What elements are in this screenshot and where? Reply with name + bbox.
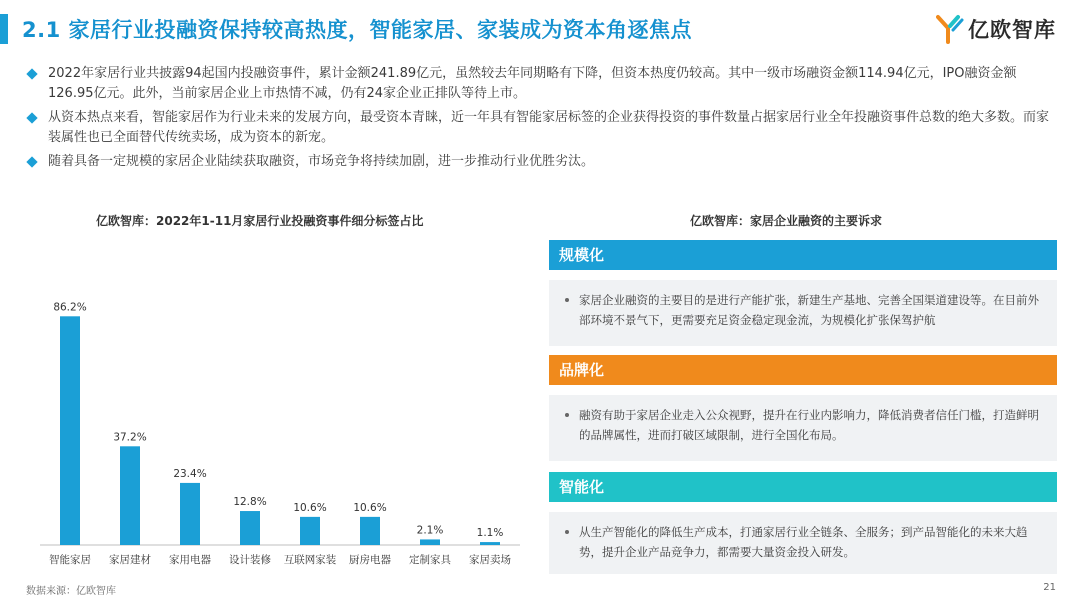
chart-title: 亿欧智库：2022年1-11月家居行业投融资事件细分标签占比 — [96, 214, 424, 228]
card-body — [549, 512, 1057, 574]
bullet-item — [26, 152, 1056, 172]
card-body — [549, 280, 1057, 346]
card-text: 从生产智能化的降低生产成本，打通家居行业全链条、全服务；到产品智能化的未来大趋势，提升企业产品竞争力，都需要大量资金投入研发。 — [579, 525, 1028, 559]
right-panel-title: 亿欧智库：家居企业融资的主要诉求 — [690, 214, 883, 228]
x-tick-label: 家居卖场 — [469, 554, 511, 566]
bar-5 — [360, 517, 380, 545]
brand-logo — [936, 14, 1056, 44]
bullet-text: 从资本热点来看，智能家居作为行业未来的发展方向，最受资本青睐，近一年具有智能家居标签的企业获得投资的事件数量占据家居行业全年投融资事件总数的绝大多数。而家装属性也已全面替代传统卖场，成为资本的新宠。 — [48, 110, 1050, 145]
x-tick-label: 家居建材 — [109, 554, 151, 566]
card-scale — [549, 240, 1057, 346]
page-title: 2.1 家居行业投融资保持较高热度，智能家居、家装成为资本角逐焦点 — [22, 18, 693, 42]
bar-chart-svg — [30, 240, 530, 580]
card-body — [549, 395, 1057, 461]
card-heading: 品牌化 — [549, 355, 1057, 385]
card-text: 家居企业融资的主要目的是进行产能扩张，新建生产基地、完善全国渠道建设等。在目前外部环境不景气下，更需要充足资金稳定现金流，为规模化扩张保驾护航 — [579, 293, 1039, 327]
bullet-text: 2022年家居行业共披露94起国内投融资事件，累计金额241.89亿元，虽然较去年同期略有下降，但资本热度仍较高。其中一级市场融资金额114.94亿元，IPO融资金额126.95亿元。此外，当前家居企业上市热情不减，仍有24家企业正排队等待上市。 — [48, 66, 1017, 101]
bar-3 — [240, 511, 260, 545]
x-tick-label: 设计装修 — [229, 554, 271, 566]
brand-logo-text: 亿欧智库 — [968, 18, 1056, 42]
diamond-bullet-icon — [26, 112, 37, 123]
x-tick-label: 家用电器 — [169, 554, 211, 566]
bullet-text: 随着具备一定规模的家居企业陆续获取融资，市场竞争将持续加剧，进一步推动行业优胜劣汰。 — [48, 154, 595, 169]
diamond-bullet-icon — [26, 156, 37, 167]
bar-value-label: 23.4% — [173, 467, 207, 480]
card-brand — [549, 355, 1057, 461]
x-tick-label: 定制家具 — [409, 554, 451, 566]
bar-7 — [480, 542, 500, 545]
card-heading: 规模化 — [549, 240, 1057, 270]
bar-value-label: 12.8% — [233, 496, 267, 509]
bar-value-label: 86.2% — [53, 301, 87, 314]
x-tick-label: 智能家居 — [49, 554, 91, 566]
card-smart — [549, 472, 1057, 574]
bar-value-label: 1.1% — [476, 527, 504, 540]
page-number: 21 — [1043, 582, 1056, 593]
x-tick-label: 厨房电器 — [349, 554, 391, 566]
bar-value-label: 37.2% — [113, 431, 147, 444]
bar-chart — [30, 240, 530, 580]
brand-logo-icon — [936, 14, 964, 44]
summary-bullets — [26, 64, 1056, 176]
bar-value-label: 2.1% — [416, 524, 444, 537]
bullet-item — [26, 108, 1056, 148]
bullet-dot-icon — [565, 413, 569, 417]
bar-4 — [300, 517, 320, 545]
bar-0 — [60, 316, 80, 545]
x-tick-label: 互联网家装 — [283, 554, 337, 566]
bullet-dot-icon — [565, 298, 569, 302]
card-heading: 智能化 — [549, 472, 1057, 502]
title-accent-bar — [0, 14, 8, 44]
bullet-item — [26, 64, 1056, 104]
bar-6 — [420, 539, 440, 545]
bar-value-label: 10.6% — [353, 501, 387, 514]
bar-2 — [180, 483, 200, 545]
diamond-bullet-icon — [26, 68, 37, 79]
bar-value-label: 10.6% — [293, 501, 327, 514]
data-source: 数据来源：亿欧智库 — [26, 586, 116, 597]
bullet-dot-icon — [565, 530, 569, 534]
card-text: 融资有助于家居企业走入公众视野，提升在行业内影响力，降低消费者信任门槛，打造鲜明的品牌属性，进而打破区域限制，进行全国化布局。 — [579, 408, 1039, 442]
bar-1 — [120, 446, 140, 545]
